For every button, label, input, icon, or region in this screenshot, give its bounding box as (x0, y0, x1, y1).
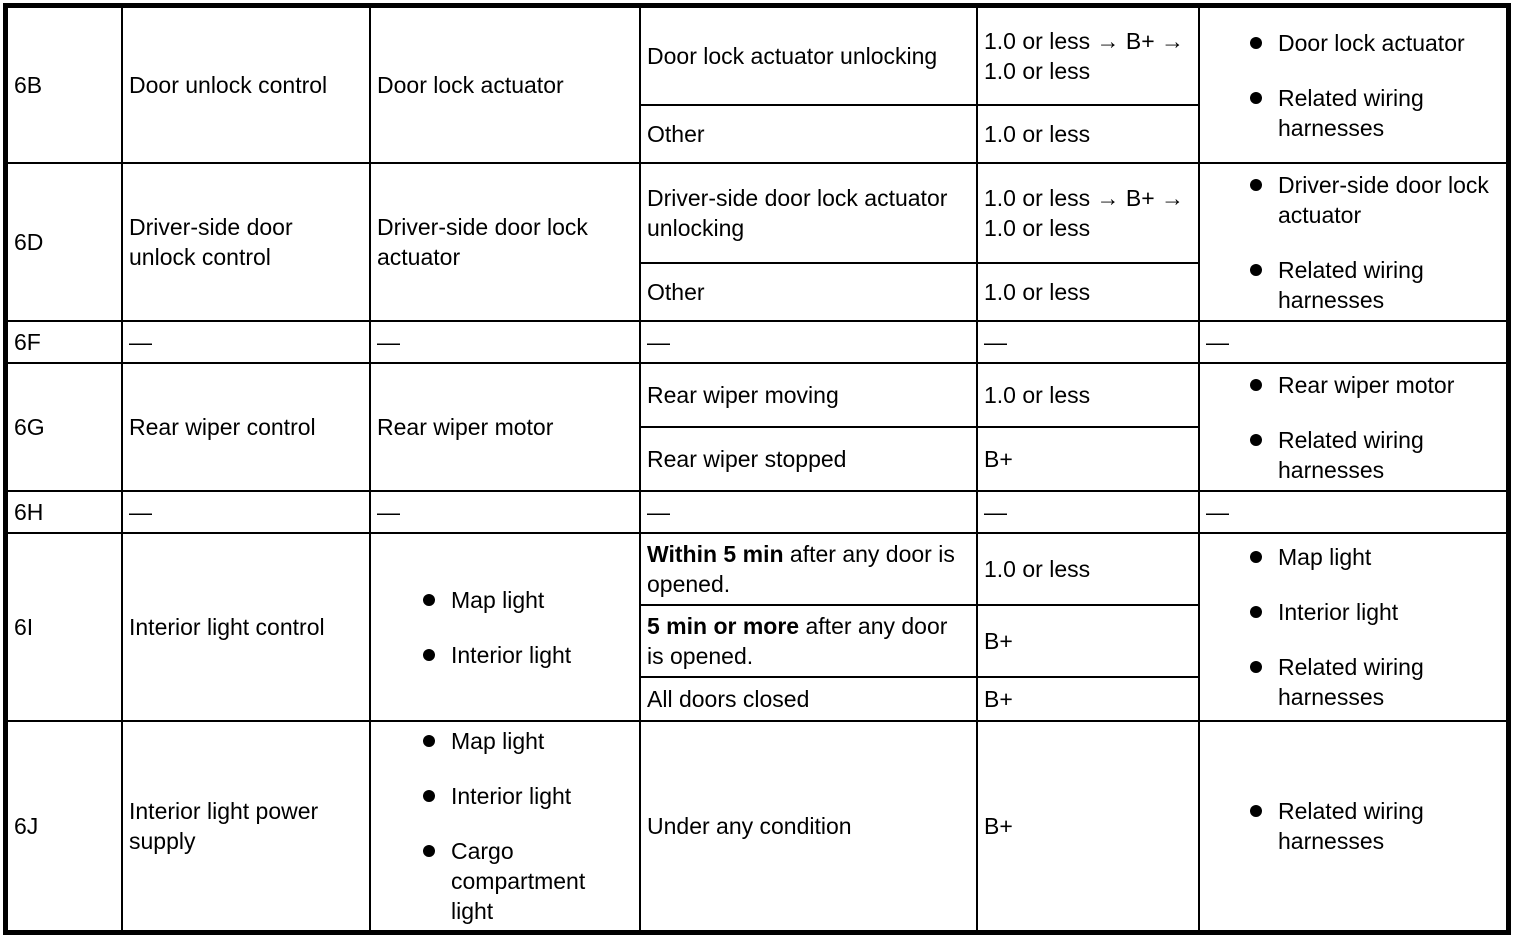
terminal-inspection-table (6, 6, 1508, 932)
table-row (7, 363, 1507, 427)
dash-cell: — (1199, 491, 1507, 533)
related-parts-cell (1199, 163, 1507, 321)
load-cell (370, 533, 640, 721)
condition-cell: Driver-side door lock actuator unlocking (640, 163, 977, 263)
value-cell: 1.0 or less (977, 533, 1199, 605)
condition-cell: Other (640, 105, 977, 163)
dash-cell: — (977, 491, 1199, 533)
condition-cell: All doors closed (640, 677, 977, 721)
list-item: Interior light (417, 781, 633, 811)
value-cell: B+ (977, 677, 1199, 721)
function-cell: Rear wiper control (122, 363, 370, 491)
list-item: Map light (417, 585, 633, 615)
value-cell: 1.0 or less (977, 105, 1199, 163)
related-parts-cell (1199, 363, 1507, 491)
terminal-cell: 6D (7, 163, 122, 321)
list-item: Related wiring harnesses (1244, 83, 1500, 143)
function-cell: Interior light power supply (122, 721, 370, 931)
value-cell: B+ (977, 427, 1199, 491)
condition-cell: Rear wiper stopped (640, 427, 977, 491)
table-row (7, 721, 1507, 931)
dash-cell: — (370, 491, 640, 533)
list-item: Related wiring harnesses (1244, 652, 1500, 712)
table-row (7, 7, 1507, 105)
list-item: Driver-side door lock actuator (1244, 170, 1500, 230)
dash-cell: — (640, 321, 977, 363)
condition-cell (640, 605, 977, 677)
function-cell: Driver-side door unlock control (122, 163, 370, 321)
dash-cell: — (370, 321, 640, 363)
condition-text: after any door is opened. (647, 541, 955, 597)
terminal-cell: 6F (7, 321, 122, 363)
load-cell: Rear wiper motor (370, 363, 640, 491)
value-cell: B+ (977, 721, 1199, 931)
terminal-cell: 6J (7, 721, 122, 931)
terminal-cell: 6G (7, 363, 122, 491)
terminal-cell: 6H (7, 491, 122, 533)
condition-emphasis: Within 5 min (647, 541, 784, 567)
dash-cell: — (640, 491, 977, 533)
condition-text: after any door is opened. (647, 613, 948, 669)
dash-cell: — (977, 321, 1199, 363)
dash-cell: — (122, 321, 370, 363)
related-parts-cell (1199, 721, 1507, 931)
list-item: Rear wiper motor (1244, 370, 1500, 400)
function-cell: Door unlock control (122, 7, 370, 163)
list-item: Interior light (417, 640, 633, 670)
list-item: Interior light (1244, 597, 1500, 627)
related-parts-cell (1199, 533, 1507, 721)
terminal-cell: 6B (7, 7, 122, 163)
value-cell: B+ (977, 605, 1199, 677)
terminal-cell: 6I (7, 533, 122, 721)
value-cell: 1.0 or less → B+ → 1.0 or less (977, 163, 1199, 263)
condition-cell: Under any condition (640, 721, 977, 931)
dash-cell: — (1199, 321, 1507, 363)
table-row (7, 163, 1507, 263)
condition-cell: Rear wiper moving (640, 363, 977, 427)
list-item: Related wiring harnesses (1244, 425, 1500, 485)
condition-cell: Other (640, 263, 977, 321)
list-item: Map light (1244, 542, 1500, 572)
condition-emphasis: 5 min or more (647, 613, 800, 639)
load-cell: Door lock actuator (370, 7, 640, 163)
load-cell: Driver-side door lock actuator (370, 163, 640, 321)
condition-cell (640, 533, 977, 605)
function-cell: Interior light control (122, 533, 370, 721)
load-cell (370, 721, 640, 931)
list-item: Related wiring harnesses (1244, 796, 1500, 856)
condition-cell: Door lock actuator unlocking (640, 7, 977, 105)
list-item: Cargo compartment light (417, 836, 633, 926)
table-row (7, 533, 1507, 605)
table-row (7, 321, 1507, 363)
related-parts-cell (1199, 7, 1507, 163)
list-item: Door lock actuator (1244, 28, 1500, 58)
value-cell: 1.0 or less → B+ → 1.0 or less (977, 7, 1199, 105)
dash-cell: — (122, 491, 370, 533)
list-item: Related wiring harnesses (1244, 255, 1500, 315)
value-cell: 1.0 or less (977, 263, 1199, 321)
table-row (7, 491, 1507, 533)
list-item: Map light (417, 726, 633, 756)
value-cell: 1.0 or less (977, 363, 1199, 427)
